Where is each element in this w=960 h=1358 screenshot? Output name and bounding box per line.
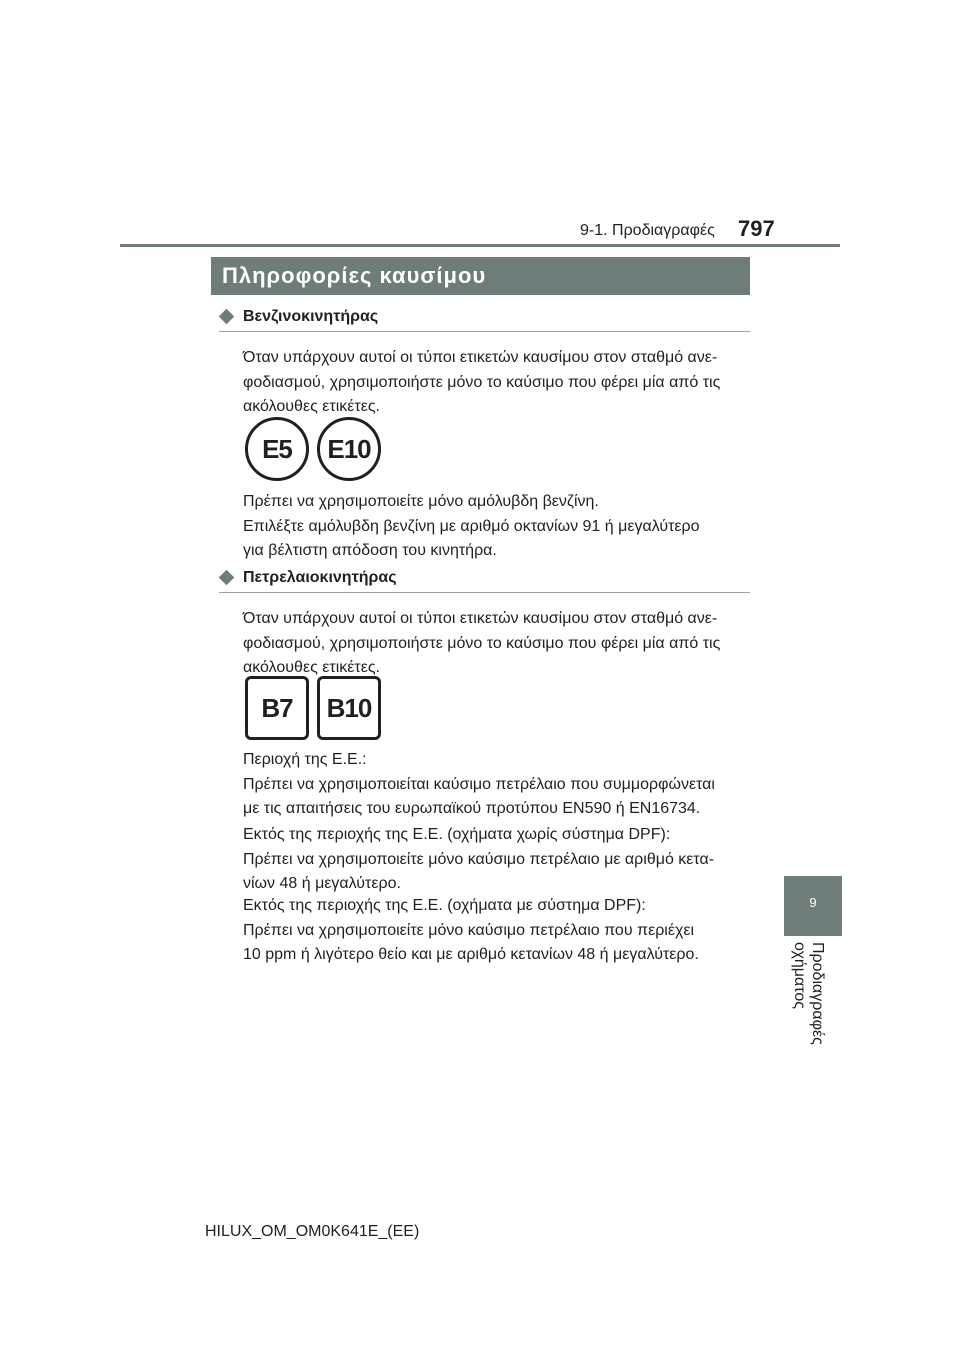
text-line: Πρέπει να χρησιμοποιείτε μόνο καύσιμο πετρέλαιο με αριθμό κετα- [243,850,715,868]
header-section-title: 9-1. Προδιαγραφές [580,222,715,239]
diesel-eu-text [243,748,743,822]
diesel-non-eu-dpf-text [243,894,743,968]
diesel-intro-text [243,607,743,681]
page-number: 797 [738,216,775,241]
fuel-label-e10-icon [317,417,381,481]
heading-divider [219,331,750,332]
document-code-footer: HILUX_OM_OM0K641E_(EE) [205,1223,420,1240]
fuel-label-text: B10 [326,692,372,723]
fuel-label-b7-icon [245,676,309,740]
text-line: Πρέπει να χρησιμοποιείτε μόνο αμόλυβδη βενζίνη. [243,493,599,510]
text-line: Πρέπει να χρησιμοποιείται καύσιμο πετρέλαιο που συμμορφώνεται [243,775,715,793]
text-line: νίων 48 ή μεγαλύτερο. [243,875,401,892]
text-line: Εκτός της περιοχής της Ε.Ε. (οχήματα χωρίς σύστημα DPF): [243,826,671,843]
diesel-heading-label: Πετρελαιοκινητήρας [243,569,397,586]
chapter-side-label: Προδιαγραφές οχήματος [791,942,826,1045]
fuel-label-text: E5 [262,433,292,464]
gasoline-intro-text [243,346,743,420]
gasoline-note-text [243,490,743,564]
diamond-bullet-icon [219,309,235,325]
section-title-bar [211,257,750,295]
diesel-non-eu-no-dpf-text [243,823,743,897]
fuel-label-text: B7 [261,692,293,723]
text-line: με τις απαιτήσεις του ευρωπαϊκού προτύπου EN590 ή EN16734. [243,800,701,817]
text-line: Όταν υπάρχουν αυτοί οι τύποι ετικετών καυσίμου στον σταθμό ανε- [243,349,718,366]
text-line: ακόλουθες ετικέτες. [243,398,380,415]
section-title: Πληροφορίες καυσίμου [222,263,487,288]
text-line: για βέλτιστη απόδοση του κινητήρα. [243,542,497,559]
gasoline-heading-label: Βενζινοκινητήρας [243,308,379,325]
chapter-tab [784,876,842,936]
text-line: ακόλουθες ετικέτες. [243,659,380,676]
chapter-number: 9 [809,895,817,910]
diesel-heading [219,569,750,591]
text-line: 10 ppm ή λιγότερο θείο και με αριθμό κετανίων 48 ή μεγαλύτερο. [243,946,699,963]
text-line: Περιοχή της Ε.Ε.: [243,751,367,768]
heading-divider [219,592,750,593]
fuel-label-b10-icon [317,676,381,740]
text-line: Επιλέξτε αμόλυβδη βενζίνη με αριθμό οκτανίων 91 ή μεγαλύτερο [243,517,700,535]
text-line: φοδιασμού, χρησιμοποιήστε μόνο το καύσιμο που φέρει μία από τις [243,634,721,652]
fuel-label-e5-icon [245,417,309,481]
gasoline-heading [219,308,750,330]
header-divider [120,244,840,247]
text-line: Πρέπει να χρησιμοποιείτε μόνο καύσιμο πετρέλαιο που περιέχει [243,921,695,939]
text-line: Όταν υπάρχουν αυτοί οι τύποι ετικετών καυσίμου στον σταθμό ανε- [243,610,718,627]
text-line: φοδιασμού, χρησιμοποιήστε μόνο το καύσιμο που φέρει μία από τις [243,373,721,391]
fuel-label-text: E10 [327,433,371,464]
text-line: Εκτός της περιοχής της Ε.Ε. (οχήματα με σύστημα DPF): [243,897,646,914]
diamond-bullet-icon [219,570,235,586]
